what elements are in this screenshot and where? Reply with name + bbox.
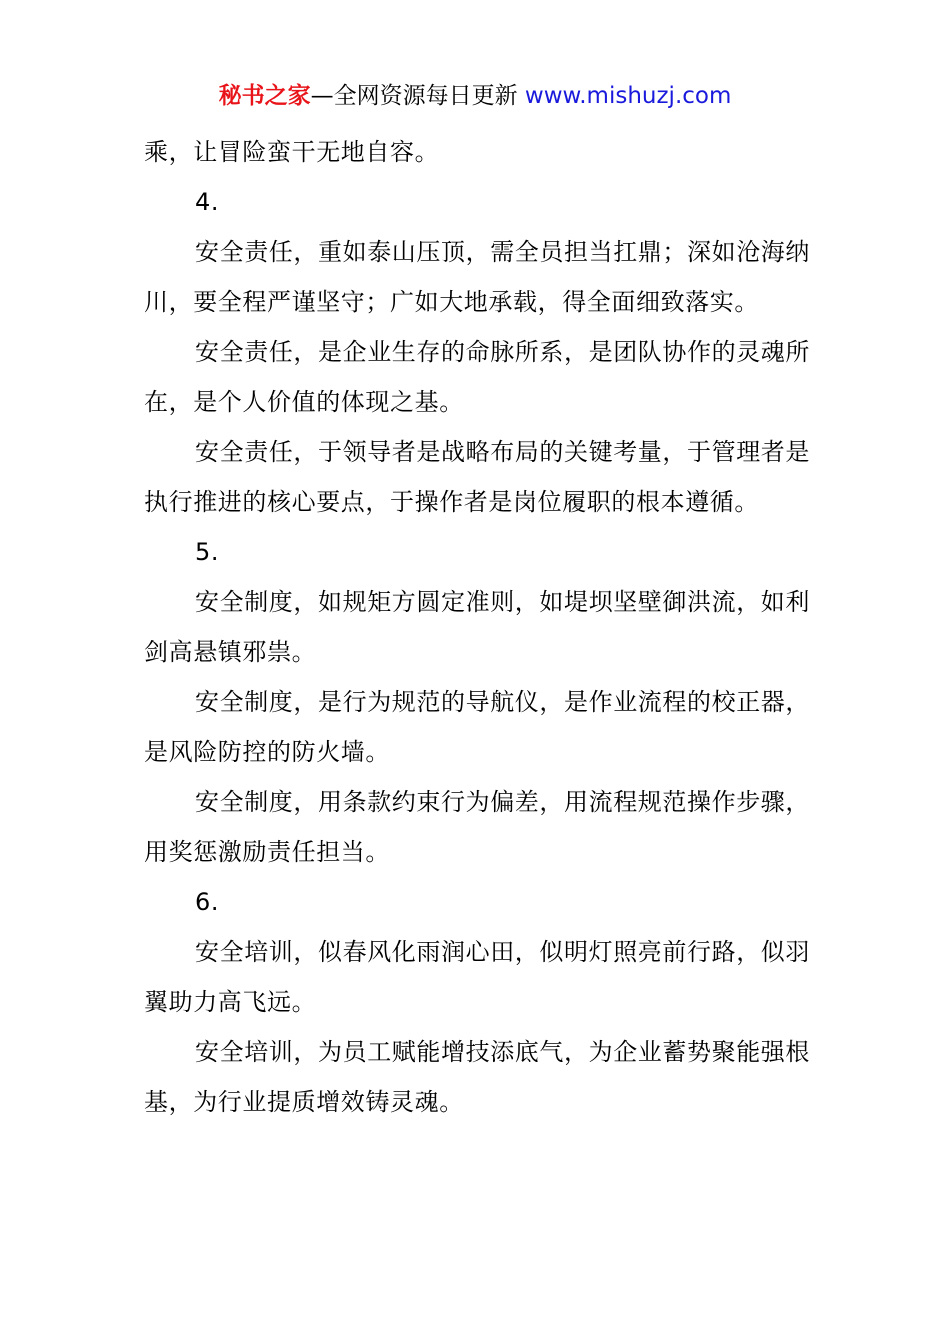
paragraph: 安全责任，重如泰山压顶，需全员担当扛鼎；深如沧海纳川，要全程严谨坚守；广如大地承载，得全面细致落实。	[144, 238, 810, 316]
document-body	[144, 127, 810, 1127]
site-url-link[interactable]: www.mishuzj.com	[524, 83, 732, 109]
section-number: 4.	[195, 188, 220, 216]
paragraph: 安全制度，用条款约束行为偏差，用流程规范操作步骤，用奖惩激励责任担当。	[144, 788, 810, 866]
paragraph: 安全培训，似春风化雨润心田，似明灯照亮前行路，似羽翼助力高飞远。	[144, 938, 810, 1016]
header-tagline: —全网资源每日更新	[310, 83, 518, 109]
paragraph-continuation: 乘，让冒险蛮干无地自容。	[144, 138, 440, 166]
paragraph: 安全责任，是企业生存的命脉所系，是团队协作的灵魂所在，是个人价值的体现之基。	[144, 338, 810, 416]
section-number: 5.	[195, 538, 220, 566]
brand-name: 秘书之家	[218, 83, 311, 109]
paragraph: 安全制度，是行为规范的导航仪，是作业流程的校正器，是风险防控的防火墙。	[144, 688, 810, 766]
paragraph: 安全培训，为员工赋能增技添底气，为企业蓄势聚能强根基，为行业提质增效铸灵魂。	[144, 1038, 810, 1116]
page-header	[0, 80, 950, 112]
section-number: 6.	[195, 888, 220, 916]
paragraph: 安全制度，如规矩方圆定准则，如堤坝坚壁御洪流，如利剑高悬镇邪祟。	[144, 588, 810, 666]
paragraph: 安全责任，于领导者是战略布局的关键考量，于管理者是执行推进的核心要点，于操作者是岗位履职的根本遵循。	[144, 438, 810, 516]
